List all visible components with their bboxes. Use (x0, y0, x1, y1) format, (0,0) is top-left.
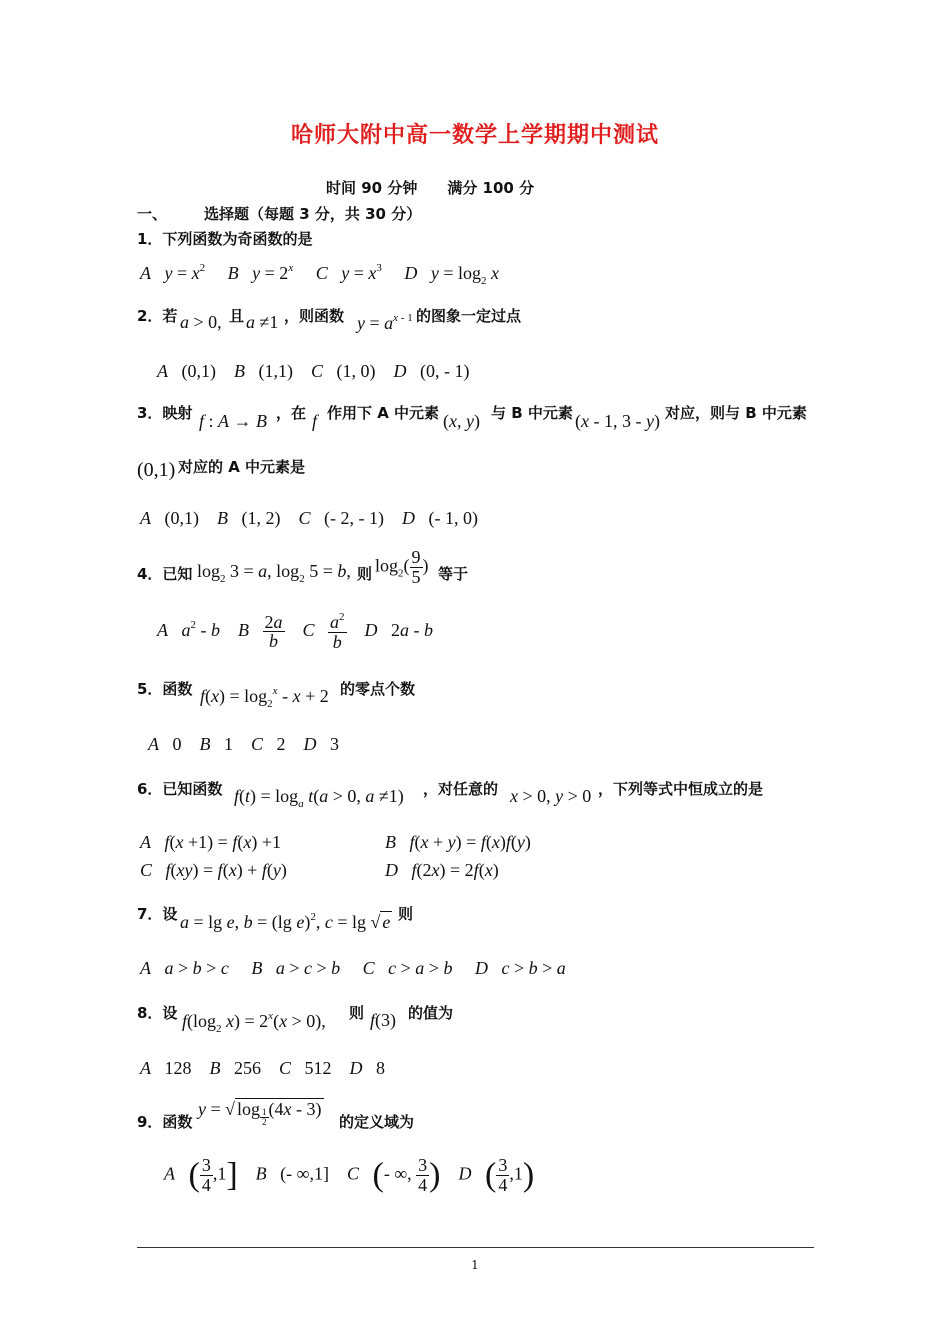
q1-options: A $y = x^2$ B $y = 2^x$ C $y = x^3$ D $y = \log_2 x$ (140, 262, 500, 287)
q8-f3: f(3) (370, 1010, 397, 1030)
q3-t5: 对应的 A 中元素是 (178, 458, 306, 476)
q3-t3: 与 B 中元素 (491, 404, 573, 422)
question-3-prefix: 3．映射 (137, 404, 193, 422)
q8-def: $f(\log_2$ $x) = 2^x(x > 0)$, (182, 1010, 326, 1035)
q6-cond: x > 0, y > 0 (510, 786, 592, 806)
q9-suffix: 的定义域为 (339, 1113, 415, 1131)
q9-options: A ( $\frac{3}{4}$ ,1] B (- ∞,1] C (- ∞, $\frac{3}{4}$ ) D ( $\frac{3}{4}$ ,1) (164, 1155, 535, 1195)
q6-mid: ，对任意的 (423, 780, 499, 798)
q5-options: A 0 B 1 C 2 D 3 (148, 734, 340, 754)
q2-cond-sep: 且 (229, 307, 245, 325)
q3-image: (x - 1, 3 - y) (575, 411, 660, 431)
q3-map: f : A → B (199, 411, 268, 431)
q3-t1: ，在 (276, 404, 307, 422)
question-1: 1．下列函数为奇函数的是 (137, 230, 313, 248)
page-number: 1 (471, 1258, 479, 1272)
question-5-prefix: 5．函数 (137, 680, 193, 698)
q5-suffix: 的零点个数 (340, 680, 416, 698)
q2-cond2: a ≠1 (246, 312, 279, 332)
question-7-prefix: 7．设 (137, 905, 178, 923)
q7-options: A a > b > c B a > c > b C c > a > b D c > b > a (140, 958, 566, 978)
q3-point: (0,1) (137, 459, 176, 481)
q4-suffix: 等于 (438, 565, 469, 583)
q8-suffix: 的值为 (408, 1004, 454, 1022)
q9-function: y = √ log $_{\frac{1}{2}}$ (4x - 3) (198, 1099, 322, 1127)
question-4-prefix: 4．已知 (137, 565, 193, 583)
q4-options: A $a^2$ - b B $\frac{2a}{b}$ C $\frac{a^2}{b}$ D 2a - b (157, 611, 434, 652)
q3-options: A (0,1) B (1, 2) C (- 2, - 1) D (- 1, 0) (140, 508, 478, 528)
section-number: 一、 (137, 205, 168, 223)
q6-option-a: A f(x +1) = f(x) +1 (140, 832, 281, 852)
page-title: 哈师大附中高一数学上学期期中测试 (290, 123, 659, 148)
q7-suffix: 则 (398, 905, 414, 923)
footer-divider (137, 1247, 814, 1248)
q2-suffix: 的图象一定过点 (416, 307, 522, 325)
q3-xy: (x, y) (443, 411, 480, 431)
question-2-prefix: 2．若 (137, 307, 178, 325)
q5-function: $f(x) = \log_2^x - x + 2$ (200, 685, 329, 710)
q2-function: $y = a^{x - 1}$ (357, 312, 413, 333)
q3-t2: 作用下 A 中元素 (327, 404, 440, 422)
q6-option-c: C f(xy) = f(x) + f(y) (140, 860, 287, 880)
q4-given: $\log_2 3 = a$, $\log_2 5 = b$, (197, 561, 351, 585)
time-info: 时间 90 分钟 满分 100 分 (326, 179, 535, 197)
q6-option-d: D f(2x) = 2f(x) (385, 860, 499, 880)
q6-suffix: ，下列等式中恒成立的是 (598, 780, 764, 798)
q2-cond1: a > 0, (180, 312, 222, 332)
question-9-prefix: 9．函数 (137, 1113, 193, 1131)
q4-then: 则 (357, 565, 373, 583)
q8-options: A 128 B 256 C 512 D 8 (140, 1058, 386, 1078)
question-8-prefix: 8．设 (137, 1004, 178, 1022)
q6-function: $f(t) = \log_a t(a > 0$, a ≠1) (234, 786, 404, 810)
q3-t4: 对应，则与 B 中元素 (665, 404, 807, 422)
q6-option-b: B f(x + y) = f(x)f(y) (385, 832, 531, 852)
q2-mid: ，则函数 (284, 307, 345, 325)
q3-f: f (312, 411, 318, 431)
q7-defs: a = lg e, b = (lg e)$^2$, c = lg √ e (180, 911, 391, 932)
question-6-prefix: 6．已知函数 (137, 780, 223, 798)
q8-mid: 则 (349, 1004, 365, 1022)
section-label: 选择题（每题 3 分，共 30 分） (204, 205, 422, 223)
q2-options: A (0,1) B (1,1) C (1, 0) D (0, - 1) (157, 361, 470, 381)
q4-expr: $\log_2$( $\frac{9}{5}$ ) (375, 547, 429, 587)
